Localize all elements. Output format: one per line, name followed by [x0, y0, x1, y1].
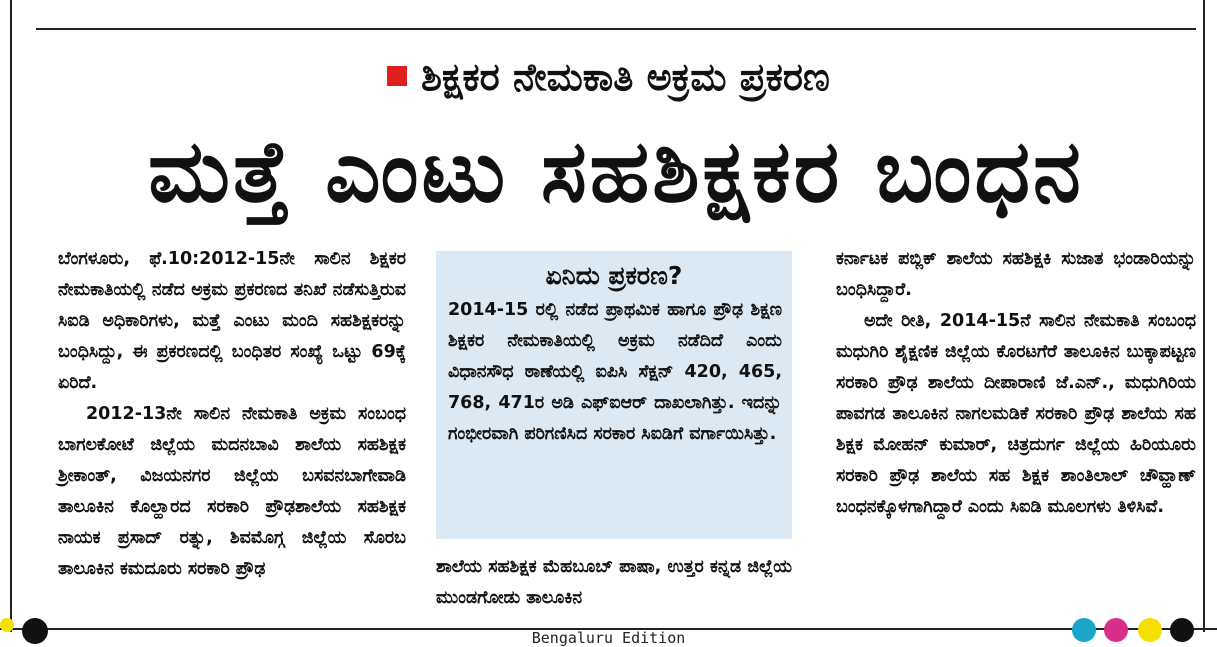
edition-footer: Bengaluru Edition	[531, 629, 686, 647]
sidebar-box-body	[448, 295, 782, 450]
article-column-2	[436, 552, 792, 614]
headline: ಮತ್ತೆ ಎಂಟು ಸಹಶಿಕ್ಷಕರ ಬಂಧನ	[148, 122, 1084, 222]
paragraph: 2012-13ನೇ ಸಾಲಿನ ನೇಮಕಾತಿ ಅಕ್ರಮ ಸಂಬಂಧ ಬಾಗಲಕೋಟೆ ಜಿಲ್ಲೆಯ ಮದನಬಾವಿ ಶಾಲೆಯ ಸಹಶಿಕ್ಷಕ ಶ್ರೀಕಾಂತ್, ವಿಜಯನಗರ ಜಿಲ್ಲೆಯ ಬಸವನಬಾಗೇವಾಡಿ ತಾಲೂಕಿನ ಕೊಲ್ಹಾರದ ಸರಕಾರಿ ಪ್ರೌಢಶಾಲೆಯ ಸಹಶಿಕ್ಷಕ ನಾಯಕ ಪ್ರಸಾದ್ ರತ್ನು, ಶಿವಮೊಗ್ಗ ಜಿಲ್ಲೆಯ ಸೊರಬ ತಾಲೂಕಿನ ಕಮದೂರು ಸರಕಾರಿ ಪ್ರೌಢ	[58, 404, 406, 579]
article-column-1	[58, 244, 406, 585]
sidebar-box	[436, 251, 792, 539]
top-rule	[36, 28, 1196, 30]
kicker-text: ಶಿಕ್ಷಕರ ನೇಮಕಾತಿ ಅಕ್ರಮ ಪ್ರಕರಣ	[421, 55, 830, 99]
kicker-line	[0, 52, 1217, 102]
paragraph: ಅದೇ ರೀತಿ, 2014-15ನೆ ಸಾಲಿನ ನೇಮಕಾತಿ ಸಂಬಂಧ ಮಧುಗಿರಿ ಶೈಕ್ಷಣಿಕ ಜಿಲ್ಲೆಯ ಕೊರಟಗೆರೆ ತಾಲೂಕಿನ ಬುಕ್ಕಾಪಟ್ಟಣ ಸರಕಾರಿ ಪ್ರೌಢ ಶಾಲೆಯ ದೀಪಾರಾಣಿ ಜೆ.ಎನ್., ಮಧುಗಿರಿಯ ಪಾವಗಡ ತಾಲೂಕಿನ ನಾಗಲಮಡಿಕೆ ಸರಕಾರಿ ಪ್ರೌಢ ಶಾಲೆಯ ಸಹ ಶಿಕ್ಷಕ ಮೋಹನ್ ಕುಮಾರ್, ಚಿತ್ರದುರ್ಗ ಜಿಲ್ಲೆಯ ಹಿರಿಯೂರು ಸರಕಾರಿ ಪ್ರೌಢ ಶಾಲೆಯ ಸಹ ಶಿಕ್ಷಕ ಶಾಂತಿಲಾಲ್ ಚೌವ್ಹಾಣ್ ಬಂಧನಕ್ಕೊಳಗಾಗಿದ್ದಾರೆ ಎಂದು ಸಿಐಡಿ ಮೂಲಗಳು ತಿಳಿಸಿವೆ.	[836, 311, 1196, 517]
paragraph: 2014-15 ರಲ್ಲಿ ನಡೆದ ಪ್ರಾಥಮಿಕ ಹಾಗೂ ಪ್ರೌಢ ಶಿಕ್ಷಣ ಶಿಕ್ಷಕರ ನೇಮಕಾತಿಯಲ್ಲಿ ಅಕ್ರಮ ನಡೆದಿದೆ ಎಂದು ವಿಧಾನಸೌಧ ಠಾಣೆಯಲ್ಲಿ ಐಪಿಸಿ ಸೆಕ್ಷನ್ 420, 465, 768, 471ರ ಅಡಿ ಎಫ್ಐಆರ್ ದಾಖಲಾಗಿತ್ತು. ಇದನ್ನು ಗಂಭೀರವಾಗಿ ಪರಿಗಣಿಸಿದ ಸರಕಾರ ಸಿಐಡಿಗೆ ವರ್ಗಾಯಿಸಿತ್ತು.	[448, 300, 782, 444]
red-square-icon	[387, 66, 407, 86]
paragraph: ಬೆಂಗಳೂರು, ಫೆ.10:2012-15ನೇ ಸಾಲಿನ ಶಿಕ್ಷಕರ ನೇಮಕಾತಿಯಲ್ಲಿ ನಡೆದ ಅಕ್ರಮ ಪ್ರಕರಣದ ತನಿಖೆ ನಡೆಸುತ್ತಿರುವ ಸಿಐಡಿ ಅಧಿಕಾರಿಗಳು, ಮತ್ತೆ ಎಂಟು ಮಂದಿ ಸಹಶಿಕ್ಷಕರನ್ನು ಬಂಧಿಸಿದ್ದು, ಈ ಪ್ರಕರಣದಲ್ಲಿ ಬಂಧಿತರ ಸಂಖ್ಯೆ ಒಟ್ಟು 69ಕ್ಕೆ ಏರಿದೆ.	[58, 249, 406, 393]
article-column-3	[836, 244, 1196, 523]
sidebar-box-title: ಏನಿದು ಪ್ರಕರಣ?	[545, 261, 683, 290]
paragraph: ಕರ್ನಾಟಕ ಪಬ್ಲಿಕ್ ಶಾಲೆಯ ಸಹಶಿಕ್ಷಕಿ ಸುಜಾತ ಭಂಡಾರಿಯನ್ನು ಬಂಧಿಸಿದ್ದಾರೆ.	[836, 249, 1196, 300]
paragraph: ಶಾಲೆಯ ಸಹಶಿಕ್ಷಕ ಮೆಹಬೂಬ್ ಪಾಷಾ, ಉತ್ತರ ಕನ್ನಡ ಜಿಲ್ಲೆಯ ಮುಂಡಗೋಡು ತಾಲೂಕಿನ	[436, 557, 792, 608]
